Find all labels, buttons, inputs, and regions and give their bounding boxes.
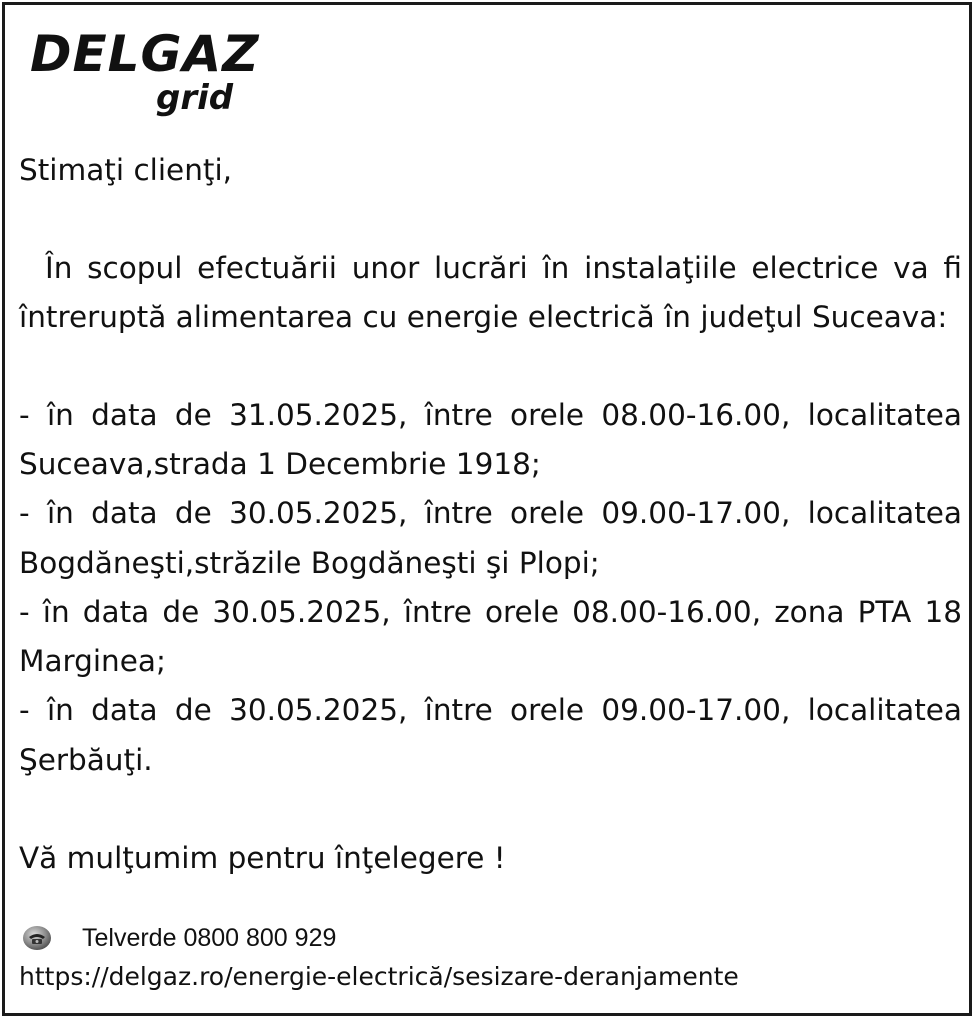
logo-wordmark: DELGAZ xyxy=(30,25,260,83)
thanks-message: Vă mulţumim pentru înţelegere ! xyxy=(19,841,506,875)
outage-item-3-line-2: Marginea; xyxy=(19,644,166,678)
outage-item-1-line-1: - în data de 31.05.2025, între orele 08.00-16.00, localitatea xyxy=(19,398,962,432)
hotline-number: Telverde 0800 800 929 xyxy=(82,924,337,952)
outage-item-4-line-2: Şerbăuţi. xyxy=(19,743,153,777)
telephone-icon xyxy=(22,925,52,951)
outage-item-2-line-2: Bogdăneşti,străzile Bogdăneşti şi Plopi; xyxy=(19,546,600,580)
greeting: Stimaţi clienţi, xyxy=(19,153,233,187)
delgaz-grid-logo xyxy=(30,25,260,118)
outage-item-4-line-1: - în data de 30.05.2025, între orele 09.00-17.00, localitatea xyxy=(19,693,962,727)
outage-item-3-line-1: - în data de 30.05.2025, între orele 08.00-16.00, zona PTA 18 xyxy=(19,595,962,629)
logo-subtitle: grid xyxy=(156,78,234,118)
intro-line-2: întreruptă alimentarea cu energie electrică în judeţul Suceava: xyxy=(19,300,948,334)
report-url[interactable]: https://delgaz.ro/energie-electrică/sesizare-deranjamente xyxy=(19,962,739,991)
outage-item-1-line-2: Suceava,strada 1 Decembrie 1918; xyxy=(19,447,541,481)
outage-item-2-line-1: - în data de 30.05.2025, între orele 09.00-17.00, localitatea xyxy=(19,496,962,530)
intro-line-1: În scopul efectuării unor lucrări în instalaţiile electrice va fi xyxy=(45,251,962,285)
